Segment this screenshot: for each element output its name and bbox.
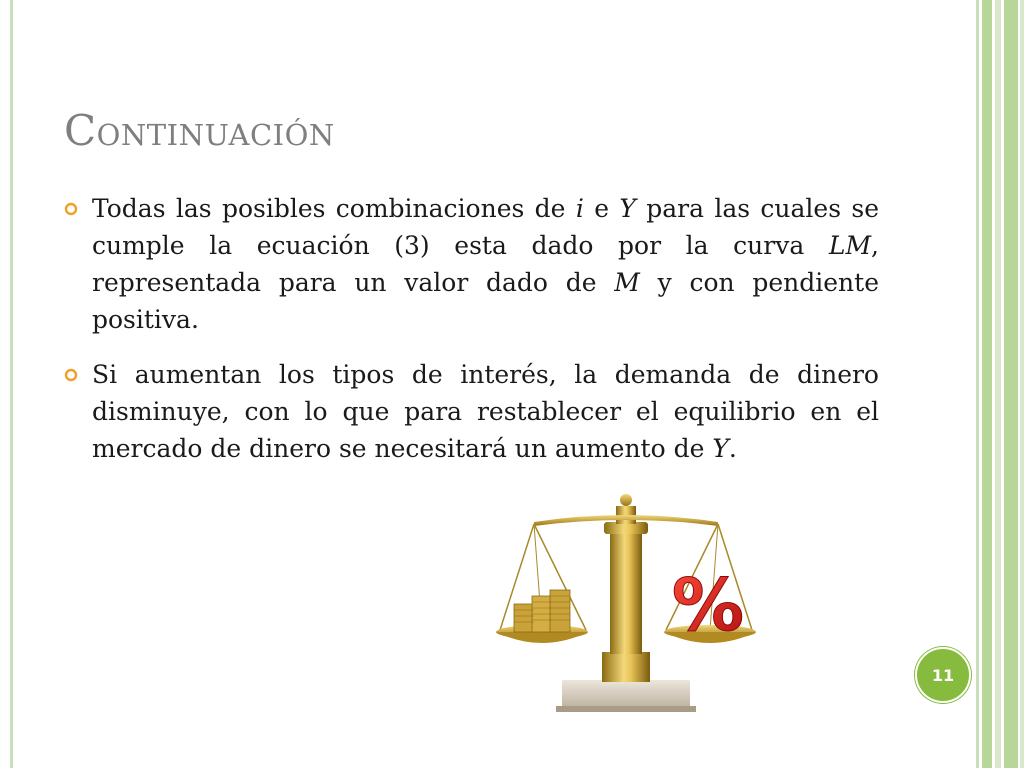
percent-icon: % (671, 563, 745, 647)
page-number-badge: 11 (915, 647, 971, 703)
bullet-circle-icon (64, 368, 78, 382)
bullet-circle-icon (64, 202, 78, 216)
bullet-list (64, 190, 879, 485)
bullet-item (64, 190, 879, 338)
right-decorative-bars (976, 0, 1024, 768)
left-decorative-rule (10, 0, 13, 768)
bullet-item (64, 356, 879, 467)
slide-title: Continuación (64, 106, 335, 155)
bullet-text: Si aumentan los tipos de interés, la demanda de dinero disminuye, con lo que para restablecer el equilibrio en el mercado de dinero se necesitará un aumento de Y. (92, 360, 879, 463)
bullet-text: Todas las posibles combinaciones de i e Y para las cuales se cumple la ecuación (3) esta dado por la curva LM, representada para un valor dado de M y con pendiente positiva. (92, 194, 879, 334)
balance-scale-icon (490, 492, 765, 722)
coins-icon (514, 590, 570, 632)
